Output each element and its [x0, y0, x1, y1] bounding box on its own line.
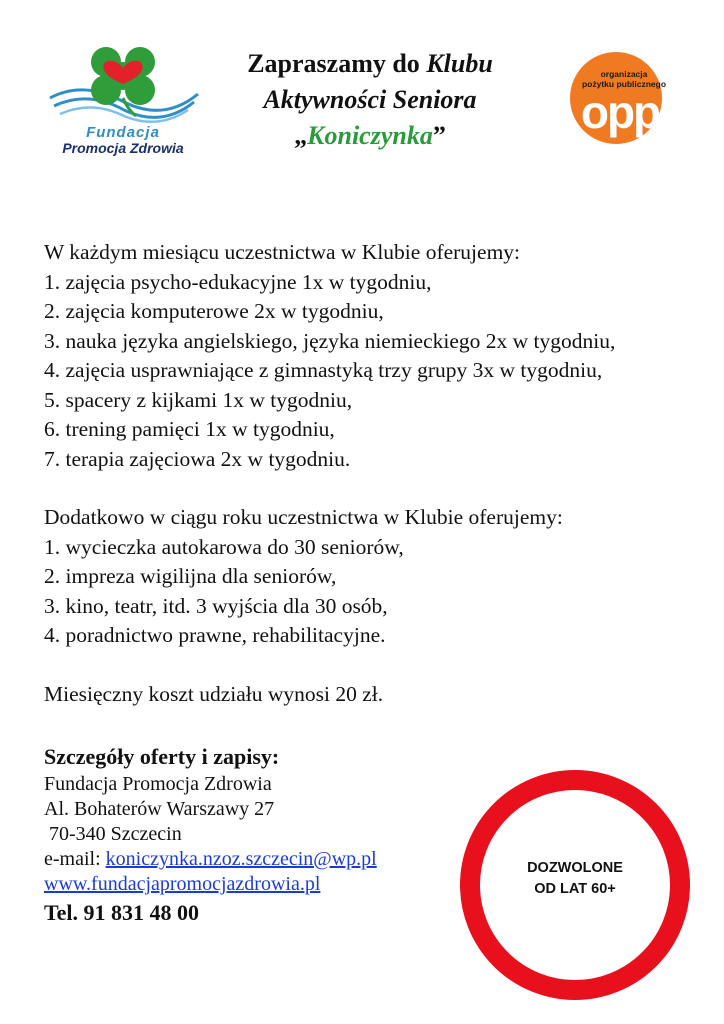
email-label: e-mail:: [44, 848, 106, 870]
title-quote-close: ”: [432, 121, 446, 150]
list-item: 4. poradnictwo prawne, rehabilitacyjne.: [44, 623, 386, 647]
clover-heart-icon: [44, 40, 202, 130]
opp-badge-icon: [566, 52, 672, 144]
offer-content: [44, 238, 694, 709]
contact-email-row: [44, 847, 484, 872]
age-sign: [460, 770, 690, 1000]
title-koniczynka: Koniczynka: [307, 121, 433, 150]
contact-street: Al. Bohaterów Warszawy 27: [44, 798, 275, 820]
list-item: 4. zajęcia usprawniające z gimnastyką trzy grupy 3x w tygodniu,: [44, 358, 603, 382]
list-item: 1. wycieczka autokarowa do 30 seniorów,: [44, 534, 404, 559]
list-item: 5. spacery z kijkami 1x w tygodniu,: [44, 387, 353, 412]
opp-top2: pożytku publicznego: [581, 79, 667, 89]
opp-top1: organizacja: [600, 69, 648, 79]
title-line2: Aktywności Seniora: [263, 85, 477, 114]
list-item: 3. kino, teatr, itd. 3 wyjścia dla 30 osób,: [44, 593, 388, 618]
cost-note: Miesięczny koszt udziału wynosi 20 zł.: [44, 681, 384, 706]
list-item: 6. trening pamięci 1x w tygodniu,: [44, 417, 335, 441]
list-item: 2. zajęcia komputerowe 2x w tygodniu,: [44, 299, 384, 323]
contact-org: Fundacja Promocja Zdrowia: [44, 773, 272, 795]
title-club: Klubu: [426, 49, 493, 78]
age-sign-line1: DOZWOLONE: [527, 860, 623, 876]
list-item: 3. nauka języka angielskiego, języka niemieckiego 2x w tygodniu,: [44, 328, 616, 353]
logo-text-fundacja: Fundacja: [86, 124, 160, 141]
list-item: 1. zajęcia psycho-edukacyjne 1x w tygodniu,: [44, 269, 432, 294]
title-prefix: Zapraszamy do: [247, 49, 427, 78]
page-title: [210, 46, 530, 154]
email-link[interactable]: koniczynka.nzoz.szczecin@wp.pl: [105, 848, 377, 870]
opp-mark: opp: [580, 86, 660, 138]
contact-section: [44, 742, 484, 927]
list-item: 2. impreza wigilijna dla seniorów,: [44, 564, 337, 588]
contact-phone: Tel. 91 831 48 00: [44, 900, 200, 925]
contact-city: 70-340 Szczecin: [44, 823, 182, 845]
contact-heading: Szczegóły oferty i zapisy:: [44, 744, 280, 769]
logo-text-promocja: Promocja Zdrowia: [62, 140, 184, 156]
yearly-intro: Dodatkowo w ciągu roku uczestnictwa w Klubie oferujemy:: [44, 505, 563, 529]
list-item: 7. terapia zajęciowa 2x w tygodniu.: [44, 446, 351, 471]
website-link[interactable]: www.fundacjapromocjazdrowia.pl: [44, 873, 321, 895]
age-sign-text: [480, 858, 670, 900]
opp-logo: [566, 52, 672, 144]
age-sign-line2: OD LAT 60+: [534, 881, 616, 897]
title-quote-open: „: [294, 121, 308, 150]
monthly-intro: W każdym miesiącu uczestnictwa w Klubie oferujemy:: [44, 240, 521, 264]
fundacja-logo: [44, 40, 202, 158]
